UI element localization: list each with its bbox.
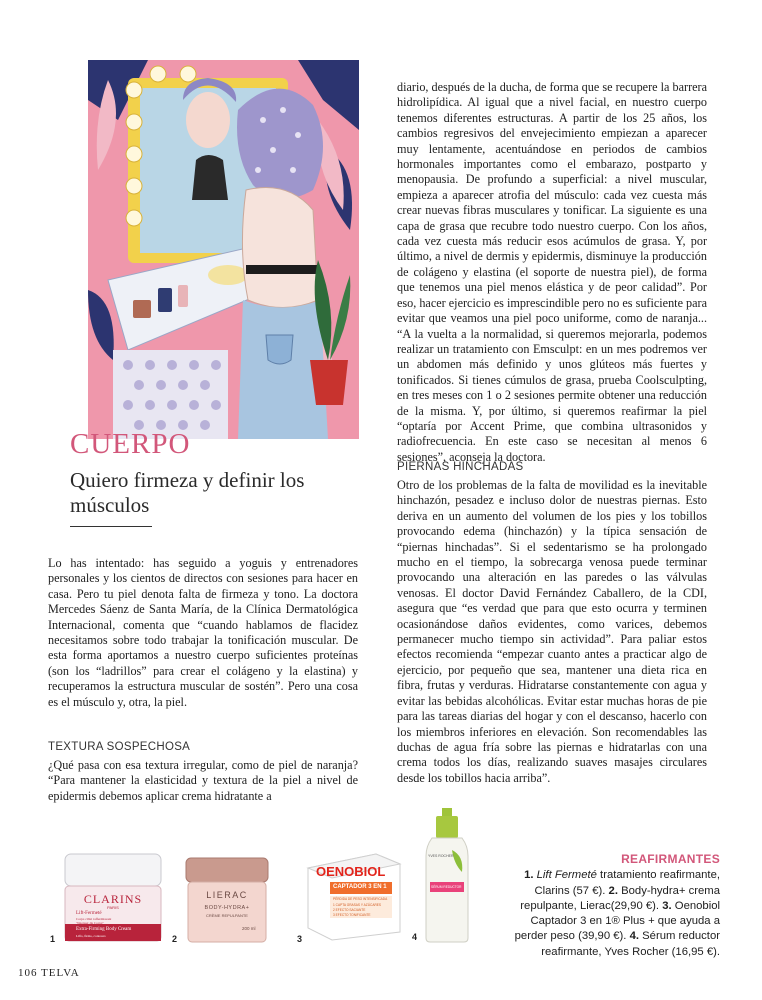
product-yves-rocher-bottle <box>424 806 470 944</box>
clarins-line1: Lift-Fermeté <box>76 911 102 916</box>
yves-rocher-brand: YVES ROCHER <box>428 854 454 858</box>
clarins-line3: "Intenser du Corps" <box>76 921 104 925</box>
lierac-brand: LIERAC <box>206 890 248 900</box>
product-number-3: 3 <box>297 934 303 944</box>
caption-title-1: Lift Fermeté <box>536 869 597 882</box>
caption-num-3: 3. <box>659 899 672 912</box>
caption-desc-2: Body-hydra+ crema repulpante, Lierac(29,90 €). <box>520 884 720 912</box>
products-caption <box>508 852 720 960</box>
product-oenobiol-box <box>306 852 402 942</box>
caption-num-1: 1. <box>524 869 534 882</box>
caption-desc-4: Sérum reductor reafirmante, Yves Rocher (16,95 €). <box>541 930 720 958</box>
article-title: Quiero firmeza y definir los músculos <box>70 468 305 517</box>
oenobiol-line4: 2 EFECTO SACIANTE <box>333 908 366 912</box>
caption-desc-3: Oenobiol Captador 3 en 1® Plus + que ayuda a perder peso (39,90 €). <box>514 899 720 943</box>
column-2-paragraph: diario, después de la ducha, de forma que se recupere la barrera hidrolipídica. Al igual que a nivel facial, en nuestro cuerpo tenemos diferentes estructuras. A partir de los 25 años, los cambios regresivos del envejecimiento empiezan a aparecer muy lentamente, acentuándose en periodos de cambios hormonales importantes como el embarazo, postparto y menopausia. De profundo a superficial: a nivel muscular, empieza a aparecer atrofia del músculo: cada vez cuesta más crear nuevas fibras musculares y tonificar. La siguiente es una capa de grasa que recubre todo nuestro cuerpo. Con los años, cada vez cuesta más reducir esos acúmulos de grasa. Y, por último, a nivel de dermis y epidermis, disminuye la producción de colágeno y elastina (el soporte de nuestra piel), de forma que tenemos una piel menos elástica y de peor calidad”. Por eso, hacer ejercicio es imprescindible pero no es suficiente para evitar que veamos una piel poco uniforme, como de naranja... “A la vuelta a la normalidad, si queremos mejorarla, podemos realizar un tratamiento con Emsculpt: en un mes podremos ver un abdomen más definido y unos glúteos más fuertes y tonificados. Si tienes cúmulos de grasa, prueba Coolsculpting, en tres meses con 1 o 2 sesiones permite obtener una reducción de la misma. Y, por último, si queremos reafirmar la piel “optaría por Accent Prime, que combina ultrasonidos y radiofrecuencia. En este caso se necesitan al menos 6 sesiones”, aconseja la doctora. <box>397 80 707 464</box>
oenobiol-line1: CAPTADOR 3 EN 1 <box>333 884 387 890</box>
oenobiol-line3: 1 CAPTA GRASAS Y AZÚCARES <box>333 903 382 907</box>
clarins-brand: CLARINS <box>83 892 143 906</box>
caption-num-4: 4. <box>626 930 639 943</box>
caption-heading: REAFIRMANTES <box>621 852 720 866</box>
oenobiol-line2: PÉRDIDA DE PESO INTENSIFICADA <box>333 897 388 901</box>
product-lierac-jar <box>184 856 270 944</box>
page-folio: 106 TELVA <box>18 967 80 979</box>
caption-desc-1: tratamiento reafirmante, Clarins (57 €). <box>534 869 720 897</box>
title-divider <box>70 526 152 527</box>
section-rubric: CUERPO <box>70 428 191 460</box>
lierac-line3: 200 ml <box>242 926 256 931</box>
lierac-line2: CRÈME REPULPANTE <box>206 913 248 918</box>
textura-paragraph: ¿Qué pasa con esa textura irregular, como de piel de naranja? “Para mantener la elasticidad y textura de la piel a nivel de epidermis debemos aplicar crema hidratante a <box>48 758 358 803</box>
product-number-2: 2 <box>172 934 178 944</box>
clarins-line5: Lifts, firms, contours <box>76 934 106 938</box>
section-heading-piernas: PIERNAS HINCHADAS <box>397 461 524 473</box>
intro-paragraph: Lo has intentado: has seguido a yoguis y entrenadores personales y los cientos de directos con sesiones para hacer en casa. Pero tu piel denota falta de firmeza y tono. La doctora Mercedes Sáenz de Santa María, de la Clínica Dermatológica Internacional, comenta que “cuando hablamos de flacidez necesitamos sobre todo trabajar la tonificación muscular. De esta forma aportamos a nuestro cuerpo suficientes proteínas (son los “ladrillos” para crear el colágeno y la elastina) y recuperamos la estructura muscular de sostén”. Pero una cosa es el músculo y, otra, la piel. <box>48 556 358 709</box>
clarins-sub: PARIS <box>107 905 119 910</box>
oenobiol-line5: 3 EFECTO TONIFICANTE <box>333 913 371 917</box>
clarins-line2: Corps ciblé raffermissant <box>76 917 112 921</box>
section-heading-textura: TEXTURA SOSPECHOSA <box>48 741 191 753</box>
product-number-4: 4 <box>412 932 418 942</box>
lierac-line1: BODY-HYDRA+ <box>204 905 250 911</box>
bathroom-illustration <box>88 60 359 439</box>
piernas-paragraph: Otro de los problemas de la falta de movilidad es la inevitable hinchazón, pesadez e incluso dolor de nuestras piernas. Esto deriva en un aumento del volumen de los pies y los tobillos provocando edema (hinchazón) y la típica sensación de “piernas hinchadas”. Si el sedentarismo se ha prolongado mucho en el tiempo, la sobrecarga venosa puede terminar provocando una alteración en las paredes o las válvulas venosas. El doctor David Fernández Caballero, de la CDI, asegura que “es verdad que para que esto ocurra y terminen ocasionándose daños evidentes, como varices, debemos permanecer mucho tiempo sin actividad”. Para paliar estos efectos recomienda “empezar cuanto antes a practicar algo de ejercicio, por pequeño que sea, mantener una dieta rica en fibra, frutas y verduras. Hidratarse constantemente con agua y evitar las bebidas alcohólicas. Evitar estar muchas horas de pie para las tareas diarias del hogar y con el descanso, hacerlo con los miembros inferiores en elevación. Son recomendables las duchas de agua fría sobre las piernas e hidratarlas con una crema todos los días, realizando suaves masajes circulares desde los tobillos hacia arriba”. <box>397 478 707 785</box>
yves-rocher-line1: SÉRUM REDUCTOR <box>431 885 462 889</box>
clarins-line4: Extra-Firming Body Cream <box>76 927 132 932</box>
oenobiol-brand: OENOBIOL <box>316 864 386 879</box>
product-number-1: 1 <box>50 934 56 944</box>
caption-num-2: 2. <box>605 884 618 897</box>
product-clarins-jar <box>62 852 164 944</box>
